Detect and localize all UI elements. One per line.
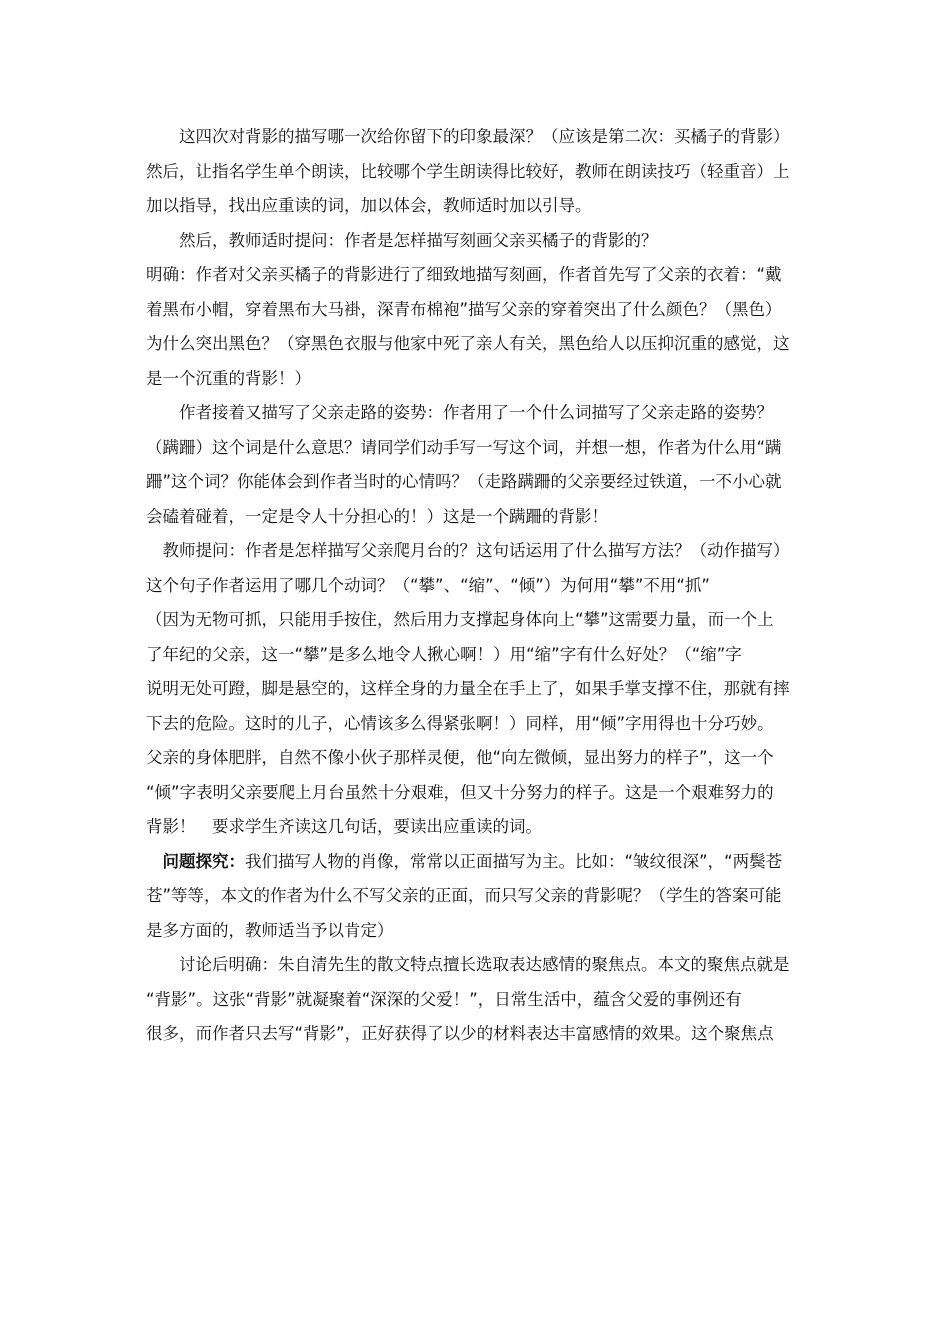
- text-line: 着黑布小帽，穿着黑布大马褂，深青布棉袍”描写父亲的穿着突出了什么颜色？（黑色）: [146, 299, 782, 319]
- text-line-with-label: [146, 845, 810, 880]
- text-line: 说明无处可蹬，脚是悬空的，这样全身的力量全在手上了，如果手掌支撑不住，那就有摔: [146, 679, 790, 698]
- text-line: 父亲的身体肥胖，自然不像小伙子那样灵便，他“向左微倾，显出努力的样子”，这一个: [146, 748, 774, 767]
- text-line: “背影”。这张“背影”就凝聚着“深深的父爱！”，日常生活中，蕴含父爱的事例还有: [146, 989, 742, 1009]
- text-line: 作者接着又描写了父亲走路的姿势：作者用了一个什么词描写了父亲走路的姿势？: [146, 403, 773, 422]
- text-line: 这四次对背影的描写哪一次给你留下的印象最深？（应该是第二次：买橘子的背影）: [146, 127, 790, 146]
- text-line: 很多，而作者只去写“背影”，正好获得了以少的材料表达丰富感情的效果。这个聚焦点: [146, 1024, 774, 1043]
- text-line: 为什么突出黑色？（穿黑色衣服与他家中死了亲人有关，黑色给人以压抑沉重的感觉，这: [146, 334, 790, 353]
- text-line: （因为无物可抓，只能用手按住，然后用力支撑起身体向上“攀”这需要力量，而一个上: [146, 610, 774, 629]
- text-line: 讨论后明确：朱自清先生的散文特点擅长选取表达感情的聚焦点。本文的聚焦点就是: [146, 955, 790, 974]
- text-line: 背影！ 要求学生齐读这几句话，要读出应重读的词。: [146, 817, 542, 836]
- document-body: [146, 120, 810, 1052]
- text-line: 然后，让指名学生单个朗读，比较哪个学生朗读得比较好，教师在朗读技巧（轻重音）上: [146, 161, 790, 181]
- text-line: 跚”这个词？你能体会到作者当时的心情吗？（走路蹒跚的父亲要经过铁道，一不小心就: [146, 472, 782, 491]
- text-line: 下去的危险。这时的儿子，心情该多么得紧张啊！）同样，用“倾”字用得也十分巧妙。: [146, 713, 774, 733]
- text-line: 教师提问：作者是怎样描写父亲爬月台的？这句话运用了什么描写方法？（动作描写）: [146, 541, 790, 560]
- text-line: 是多方面的，教师适当予以肯定）: [146, 920, 394, 940]
- section-label: 问题探究：: [146, 851, 245, 871]
- text-line: 会磕着碰着，一定是令人十分担心的！）这是一个蹒跚的背影！: [146, 506, 608, 526]
- text-line: （蹒跚）这个词是什么意思？请同学们动手写一写这个词，并想一想，作者为什么用“蹒: [146, 437, 782, 457]
- text-line: 是一个沉重的背影！）: [146, 368, 311, 388]
- text-line-rest: 我们描写人物的肖像，常常以正面描写为主。比如：“皱纹很深”，“两鬓苍: [245, 851, 783, 871]
- text-line: 这个句子作者运用了哪几个动词？（“攀”、“缩”、“倾”）为何用“攀”不用“抓”: [146, 575, 710, 595]
- text-line: 然后，教师适时提问：作者是怎样描写刻画父亲买橘子的背影的？: [146, 230, 658, 250]
- text-line: “倾”字表明父亲要爬上月台虽然十分艰难，但又十分努力的样子。这是一个艰难努力的: [146, 782, 774, 802]
- text-line: 苍”等等，本文的作者为什么不写父亲的正面，而只写父亲的背影呢？（学生的答案可能: [146, 886, 782, 905]
- text-line: 明确：作者对父亲买橘子的背影进行了细致地描写刻画，作者首先写了父亲的衣着：“戴: [146, 265, 782, 284]
- text-line: 了年纪的父亲，这一“攀”是多么地令人揪心啊！）用“缩”字有什么好处？（“缩”字: [146, 644, 742, 664]
- text-line: 加以指导，找出应重读的词，加以体会，教师适时加以引导。: [146, 196, 592, 215]
